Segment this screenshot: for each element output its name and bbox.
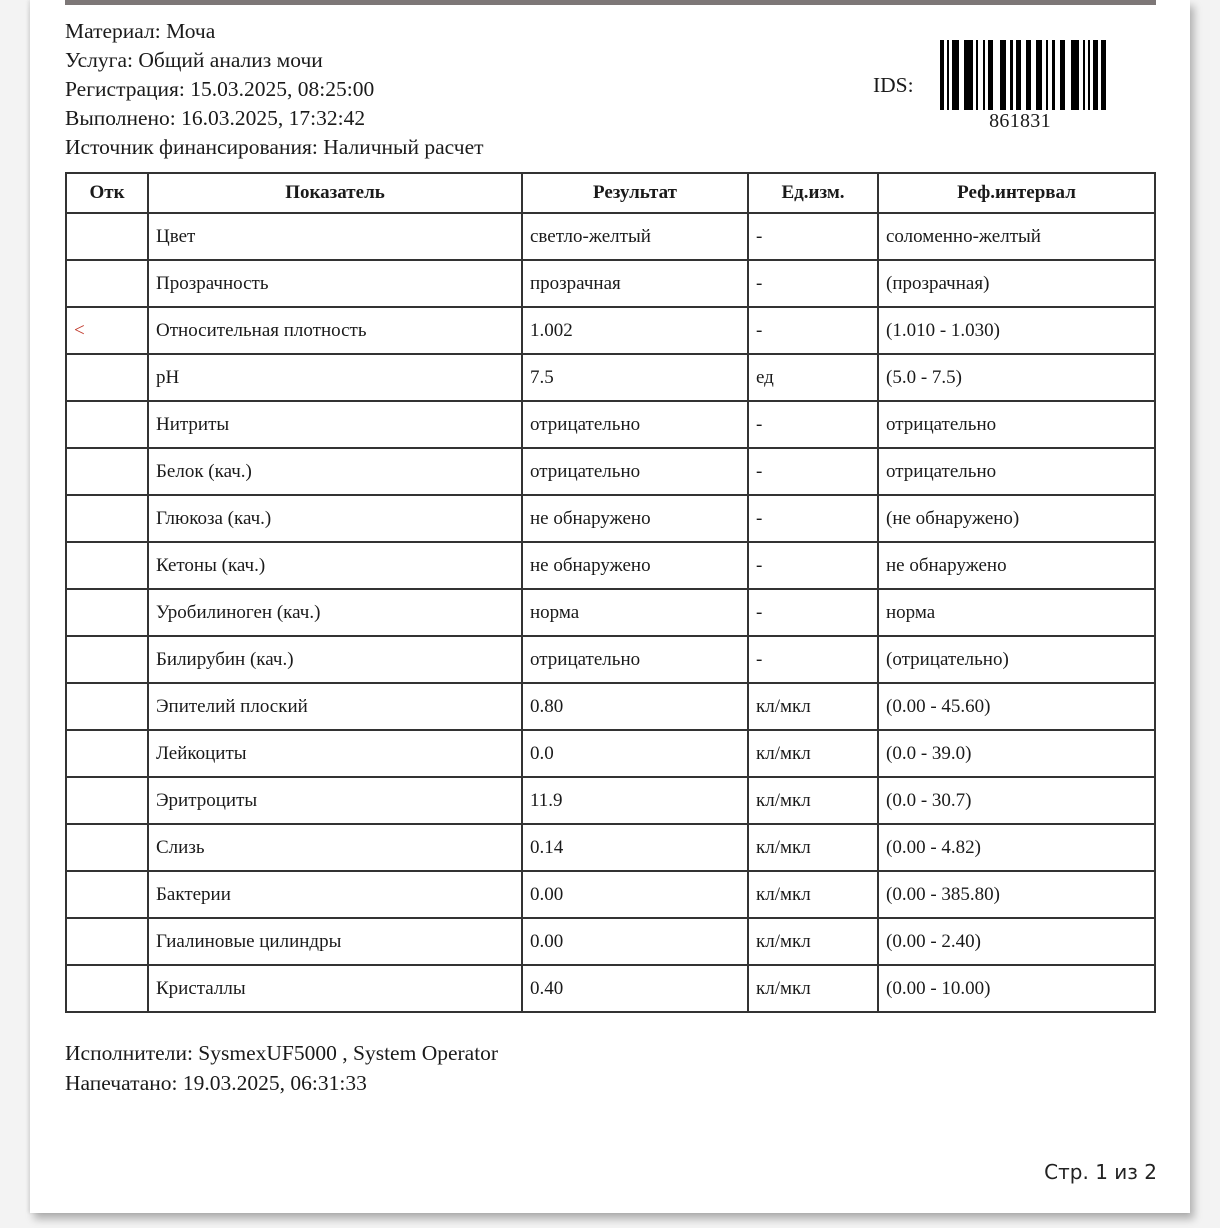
reference-interval: соломенно-желтый [878, 213, 1155, 260]
table-row [66, 871, 1155, 918]
table-row [66, 260, 1155, 307]
unit-value: - [748, 448, 878, 495]
unit-value: кл/мкл [748, 683, 878, 730]
table-row [66, 354, 1155, 401]
column-header-reference: Реф.интервал [878, 173, 1155, 213]
table-row [66, 918, 1155, 965]
barcode-number: 861831 [989, 110, 1051, 132]
report-page [30, 0, 1190, 1213]
column-header-deviation: Отк [66, 173, 148, 213]
table-row [66, 495, 1155, 542]
deviation-flag [66, 495, 148, 542]
result-value: отрицательно [522, 636, 748, 683]
result-value: 7.5 [522, 354, 748, 401]
parameter-name: Бактерии [148, 871, 522, 918]
result-value: 0.40 [522, 965, 748, 1012]
table-row [66, 965, 1155, 1012]
table-row [66, 777, 1155, 824]
parameter-name: Кристаллы [148, 965, 522, 1012]
table-row [66, 730, 1155, 777]
table-row [66, 683, 1155, 730]
deviation-flag [66, 542, 148, 589]
table-row [66, 401, 1155, 448]
result-value: не обнаружено [522, 542, 748, 589]
deviation-flag [66, 354, 148, 401]
result-value: не обнаружено [522, 495, 748, 542]
parameter-name: Гиалиновые цилиндры [148, 918, 522, 965]
column-header-unit: Ед.изм. [748, 173, 878, 213]
result-value: 0.00 [522, 871, 748, 918]
deviation-flag: < [66, 307, 148, 354]
reference-interval: отрицательно [878, 401, 1155, 448]
unit-value: - [748, 636, 878, 683]
unit-value: - [748, 213, 878, 260]
result-value: 1.002 [522, 307, 748, 354]
deviation-flag [66, 213, 148, 260]
deviation-flag [66, 777, 148, 824]
table-row [66, 307, 1155, 354]
result-value: отрицательно [522, 401, 748, 448]
unit-value: кл/мкл [748, 918, 878, 965]
reference-interval: (1.010 - 1.030) [878, 307, 1155, 354]
parameter-name: Билирубин (кач.) [148, 636, 522, 683]
table-row [66, 542, 1155, 589]
parameter-name: Лейкоциты [148, 730, 522, 777]
deviation-flag [66, 824, 148, 871]
reference-interval: (не обнаружено) [878, 495, 1155, 542]
parameter-name: Кетоны (кач.) [148, 542, 522, 589]
performers-line: Исполнители: SysmexUF5000 , System Operator [65, 1041, 499, 1065]
unit-value: кл/мкл [748, 777, 878, 824]
result-value: 0.00 [522, 918, 748, 965]
deviation-flag [66, 636, 148, 683]
parameter-name: Цвет [148, 213, 522, 260]
report-footer [65, 1038, 498, 1098]
reference-interval: отрицательно [878, 448, 1155, 495]
unit-value: - [748, 495, 878, 542]
result-value: 0.14 [522, 824, 748, 871]
unit-value: кл/мкл [748, 965, 878, 1012]
deviation-flag [66, 730, 148, 777]
parameter-name: Нитриты [148, 401, 522, 448]
parameter-name: Прозрачность [148, 260, 522, 307]
parameter-name: Эритроциты [148, 777, 522, 824]
printed-line: Напечатано: 19.03.2025, 06:31:33 [65, 1071, 367, 1095]
parameter-name: Относительная плотность [148, 307, 522, 354]
column-header-parameter: Показатель [148, 173, 522, 213]
result-value: 0.0 [522, 730, 748, 777]
column-header-result: Результат [522, 173, 748, 213]
parameter-name: Эпителий плоский [148, 683, 522, 730]
result-value: отрицательно [522, 448, 748, 495]
reference-interval: (0.00 - 10.00) [878, 965, 1155, 1012]
table-header-row [66, 173, 1155, 213]
unit-value: кл/мкл [748, 824, 878, 871]
reference-interval: (5.0 - 7.5) [878, 354, 1155, 401]
service-line: Услуга: Общий анализ мочи [65, 48, 323, 72]
unit-value: кл/мкл [748, 871, 878, 918]
reference-interval: (отрицательно) [878, 636, 1155, 683]
reference-interval: (0.00 - 385.80) [878, 871, 1155, 918]
reference-interval: (0.00 - 45.60) [878, 683, 1155, 730]
parameter-name: Слизь [148, 824, 522, 871]
table-row [66, 589, 1155, 636]
unit-value: - [748, 589, 878, 636]
parameter-name: Белок (кач.) [148, 448, 522, 495]
unit-value: - [748, 260, 878, 307]
parameter-name: Уробилиноген (кач.) [148, 589, 522, 636]
result-value: светло-желтый [522, 213, 748, 260]
result-value: прозрачная [522, 260, 748, 307]
funding-line: Источник финансирования: Наличный расчет [65, 135, 484, 159]
ids-label: IDS: [873, 73, 914, 97]
results-table [65, 172, 1156, 1013]
table-row [66, 636, 1155, 683]
page-number: Стр. 1 из 2 [1044, 1160, 1157, 1184]
unit-value: - [748, 401, 878, 448]
report-meta [65, 17, 484, 162]
deviation-flag [66, 260, 148, 307]
deviation-flag [66, 965, 148, 1012]
result-value: 11.9 [522, 777, 748, 824]
unit-value: ед [748, 354, 878, 401]
reference-interval: норма [878, 589, 1155, 636]
unit-value: - [748, 307, 878, 354]
parameter-name: pH [148, 354, 522, 401]
barcode-icon [940, 40, 1106, 110]
material-line: Материал: Моча [65, 19, 216, 43]
reference-interval: (прозрачная) [878, 260, 1155, 307]
deviation-flag [66, 589, 148, 636]
reference-interval: (0.0 - 30.7) [878, 777, 1155, 824]
deviation-flag [66, 401, 148, 448]
deviation-flag [66, 448, 148, 495]
parameter-name: Глюкоза (кач.) [148, 495, 522, 542]
reference-interval: не обнаружено [878, 542, 1155, 589]
registration-line: Регистрация: 15.03.2025, 08:25:00 [65, 77, 375, 101]
unit-value: - [748, 542, 878, 589]
deviation-flag [66, 918, 148, 965]
unit-value: кл/мкл [748, 730, 878, 777]
reference-interval: (0.00 - 4.82) [878, 824, 1155, 871]
top-rule [65, 0, 1156, 5]
reference-interval: (0.00 - 2.40) [878, 918, 1155, 965]
reference-interval: (0.0 - 39.0) [878, 730, 1155, 777]
table-row [66, 448, 1155, 495]
table-row [66, 824, 1155, 871]
deviation-flag [66, 871, 148, 918]
result-value: 0.80 [522, 683, 748, 730]
result-value: норма [522, 589, 748, 636]
deviation-flag [66, 683, 148, 730]
completed-line: Выполнено: 16.03.2025, 17:32:42 [65, 106, 366, 130]
table-row [66, 213, 1155, 260]
